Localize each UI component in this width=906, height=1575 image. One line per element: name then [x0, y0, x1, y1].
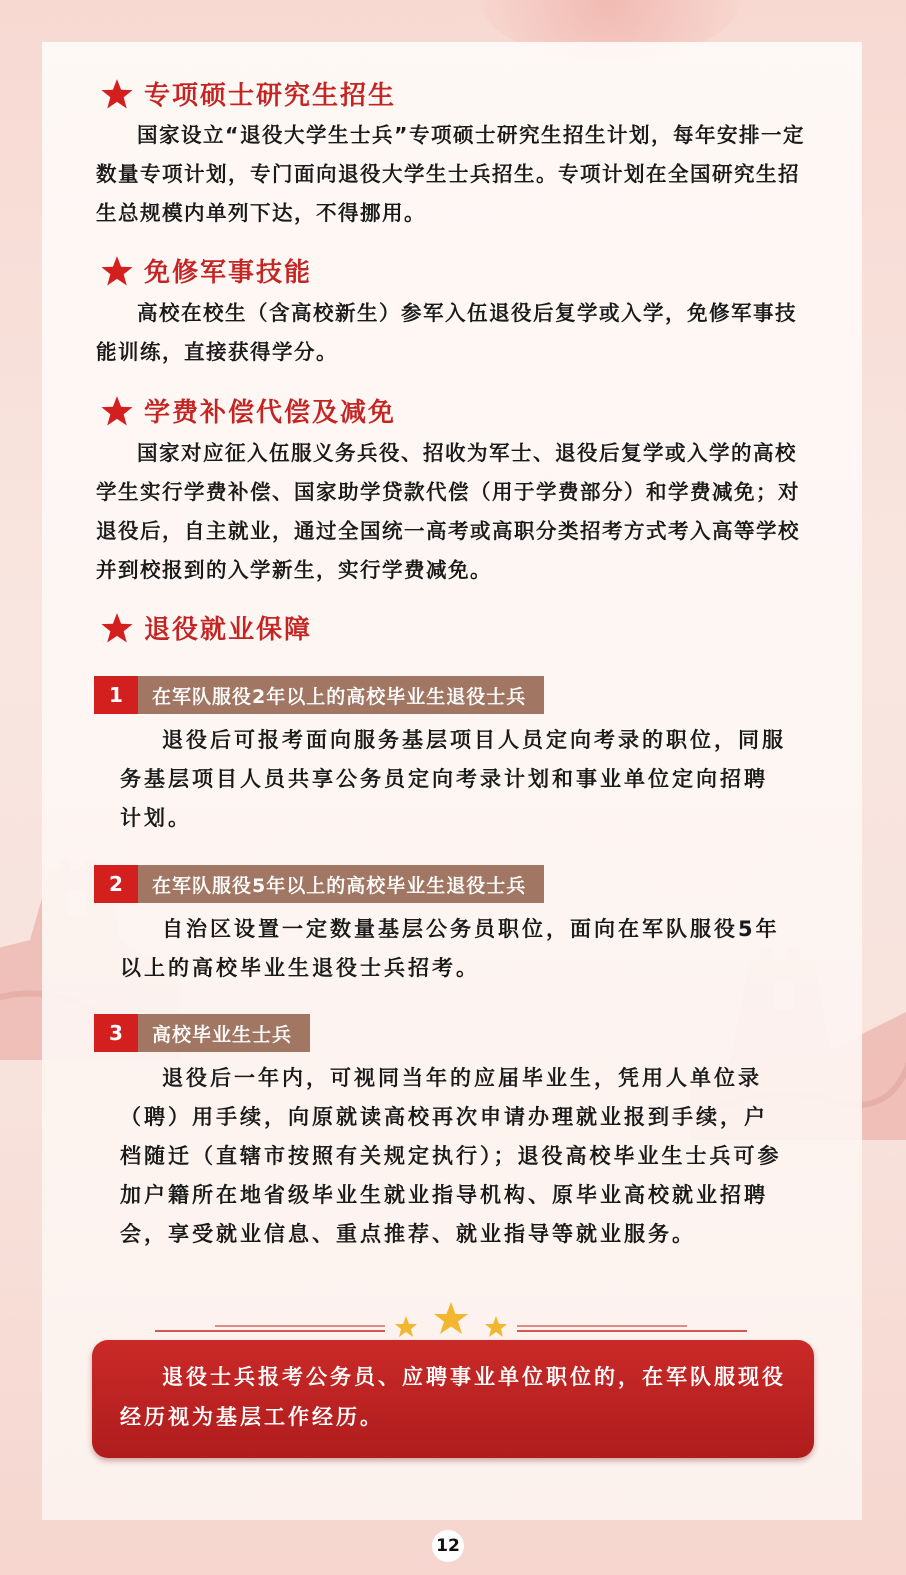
red-star-icon [100, 394, 134, 428]
gold-star-icon [485, 1316, 507, 1337]
employment-item-1-header [94, 676, 544, 714]
item-heading: 高校毕业生士兵 [138, 1014, 310, 1052]
item-heading: 在军队服役2年以上的高校毕业生退役士兵 [138, 676, 544, 714]
notice-text: 退役士兵报考公务员、应聘事业单位职位的，在军队服现役经历视为基层工作经历。 [120, 1365, 786, 1429]
page-number: 12 [432, 1530, 464, 1562]
employment-item-2-text: 自治区设置一定数量基层公务员职位，面向在军队服役5年以上的高校毕业生退役士兵招考。 [120, 917, 780, 980]
employment-item-3-header [94, 1014, 310, 1052]
item-number-badge: 1 [94, 676, 138, 714]
red-star-icon [100, 254, 134, 288]
section-paragraph-tuition: 国家对应征入伍服义务兵役、招收为军士、退役后复学或入学的高校学生实行学费补偿、国家助学贷款代偿（用于学费部分）和学费减免；对退役后，自主就业，通过全国统一高考或高职分类招考方式考入高等学校并到校报到的入学新生，实行学费减免。 [96, 441, 800, 582]
section-paragraph-graduate-admission: 国家设立“退役大学生士兵”专项硕士研究生招生计划，每年安排一定数量专项计划，专门面向退役大学生士兵招生。专项计划在全国研究生招生总规模内单列下达，不得挪用。 [96, 123, 805, 225]
section-title-military-skills [100, 252, 312, 289]
section-paragraph-military-skills: 高校在校生（含高校新生）参军入伍退役后复学或入学，免修军事技能训练，直接获得学分。 [96, 301, 797, 364]
section-title-text: 退役就业保障 [144, 615, 313, 645]
red-star-icon [100, 611, 134, 645]
red-star-icon [100, 77, 134, 111]
section-title-text: 学费补偿代偿及减免 [144, 398, 397, 428]
employment-item-1-text: 退役后可报考面向服务基层项目人员定向考录的职位，同服务基层项目人员共享公务员定向考录计划和事业单位定向招聘计划。 [120, 728, 786, 830]
employment-item-2-header [94, 865, 544, 903]
section-title-employment [100, 609, 312, 646]
gold-star-icon [395, 1316, 417, 1337]
section-title-text: 专项硕士研究生招生 [144, 81, 397, 111]
section-title-graduate-admission [100, 75, 396, 112]
notice-box [92, 1340, 814, 1458]
star-divider [155, 1300, 747, 1340]
item-heading: 在军队服役5年以上的高校毕业生退役士兵 [138, 865, 544, 903]
gold-star-icon [434, 1302, 468, 1334]
item-number-badge: 2 [94, 865, 138, 903]
section-title-text: 免修军事技能 [144, 258, 313, 288]
employment-item-3-text: 退役后一年内，可视同当年的应届毕业生，凭用人单位录（聘）用手续，向原就读高校再次申请办理就业报到手续，户档随迁（直辖市按照有关规定执行）；退役高校毕业生士兵可参加户籍所在地省级毕业生就业指导机构、原毕业高校就业招聘会，享受就业信息、重点推荐、就业指导等就业服务。 [120, 1066, 782, 1246]
section-title-tuition [100, 392, 396, 429]
item-number-badge: 3 [94, 1014, 138, 1052]
